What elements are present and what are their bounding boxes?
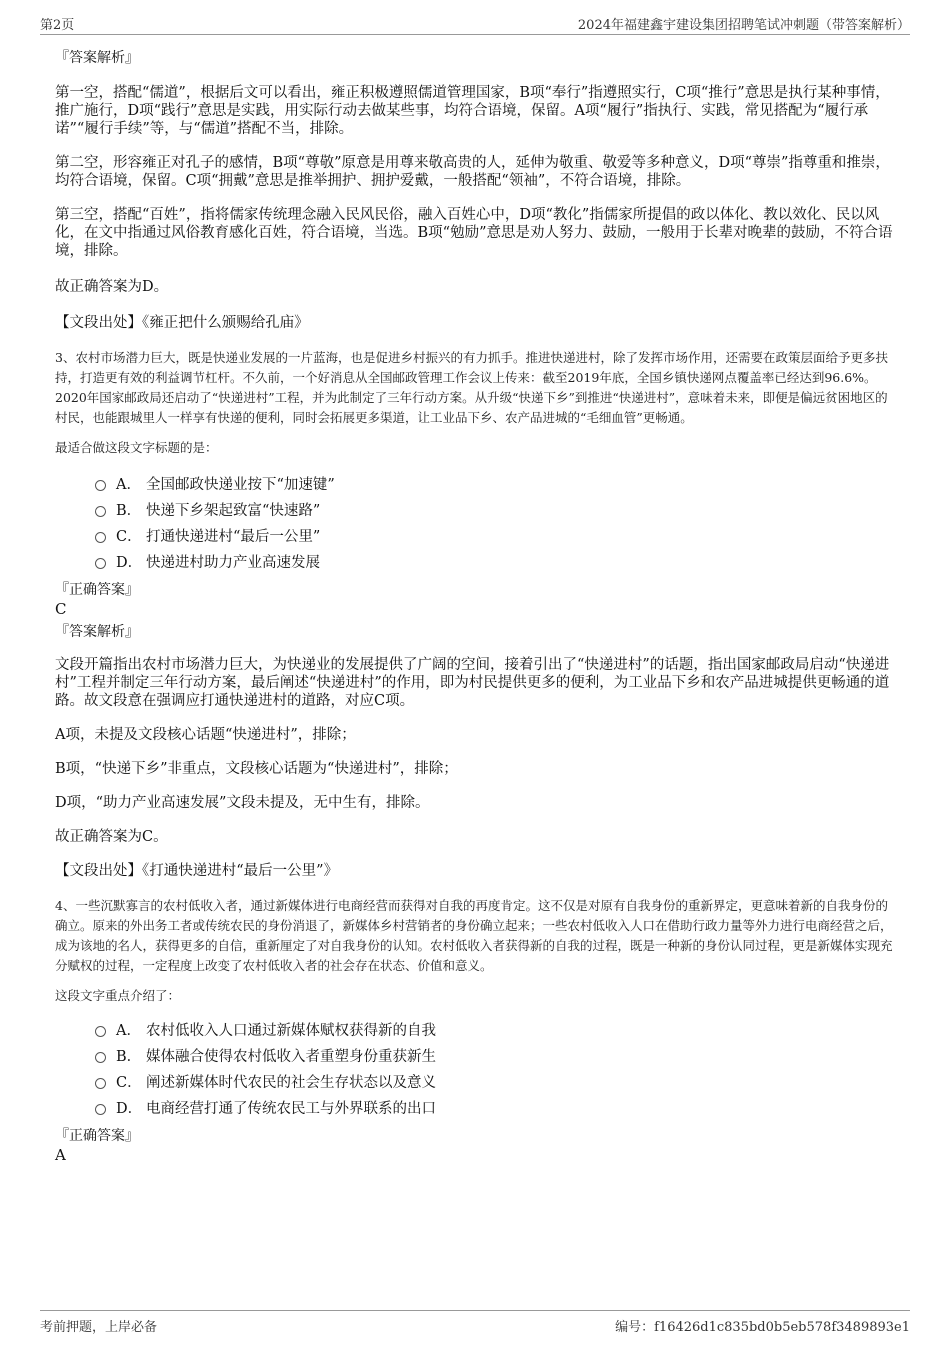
q2-analysis-label: 『答案解析』 xyxy=(55,50,139,66)
q3-answer-label: 『正确答案』 xyxy=(55,582,139,598)
q2-source: 【文段出处】《雍正把什么颁赐给孔庙》 xyxy=(55,315,309,331)
option-text: 快递进村助力产业高速发展 xyxy=(146,555,320,571)
q4-stem: 4、一些沉默寡言的农村低收入者，通过新媒体进行电商经营而获得对自我的再度肯定。这不仅是对原有自我身份的重新界定，更意味着新的自我身份的确立。原来的外出务工者或传统农民的身份消退了，新媒体乡村营销者的身份确立起来；一些农村低收入人口在借助行政力量等外力进行电商经营之后，成为该地的名人，获得更多的自信，重新厘定了对自我身份的认知。农村低收入者获得新的自我的过程，既是一种新的身份认同过程，更是新媒体实现充分赋权的过程，一定程度上改变了农村低收入者的社会存在状态、价值和意义。 xyxy=(55,898,893,973)
radio-icon[interactable] xyxy=(95,558,106,569)
page-footer xyxy=(40,1310,910,1335)
q3-option-c[interactable] xyxy=(95,524,897,550)
q2-analysis-p2: 第二空，形容雍正对孔子的感情，B项“尊敬”原意是用尊来敬高贵的人，延伸为敬重、敬爱等多种意义，D项“尊崇”指尊重和推崇，均符合语境，保留。C项“拥戴”意思是推举拥护、拥护爱戴，一般搭配“领袖”，不符合语境，排除。 xyxy=(55,155,890,189)
option-letter: B． xyxy=(116,1049,142,1065)
radio-icon[interactable] xyxy=(95,480,106,491)
option-text: 打通快递进村“最后一公里” xyxy=(146,529,321,545)
q3-source: 【文段出处】《打通快递进村“最后一公里”》 xyxy=(55,863,339,879)
option-text: 阐述新媒体时代农民的社会生存状态以及意义 xyxy=(146,1075,436,1091)
q2-analysis-p3: 第三空，搭配“百姓”，指将儒家传统理念融入民风民俗，融入百姓心中，D项“教化”指儒家所提倡的政以体化、教以效化、民以风化，在文中指通过风俗教育感化百姓，符合语境，当选。B项“勉励”意思是劝人努力、鼓励，一般用于长辈对晚辈的鼓励，不符合语境，排除。 xyxy=(55,207,893,259)
option-letter: D． xyxy=(116,1101,143,1117)
q2-analysis-p1: 第一空，搭配“儒道”，根据后文可以看出，雍正积极遵照儒道管理国家，B项“奉行”指遵照实行，C项“推行”意思是执行某种事情，推广施行，D项“践行”意思是实践，用实际行动去做某些事，均符合语境，保留。A项“履行”指执行、实践，常见搭配为“履行承诺”“履行手续”等，与“儒道”搭配不当，排除。 xyxy=(55,85,890,137)
q3-b-note: B项，“快递下乡”非重点，文段核心话题为“快递进村”，排除； xyxy=(55,761,458,777)
q3-prompt: 最适合做这段文字标题的是： xyxy=(55,440,218,455)
radio-icon[interactable] xyxy=(95,1052,106,1063)
option-text: 农村低收入人口通过新媒体赋权获得新的自我 xyxy=(146,1023,436,1039)
radio-icon[interactable] xyxy=(95,1026,106,1037)
radio-icon[interactable] xyxy=(95,1104,106,1115)
q4-prompt: 这段文字重点介绍了： xyxy=(55,988,181,1003)
option-text: 媒体融合使得农村低收入者重塑身份重获新生 xyxy=(146,1049,436,1065)
radio-icon[interactable] xyxy=(95,532,106,543)
document-title: 2024年福建鑫宇建设集团招聘笔试冲刺题（带答案解析） xyxy=(577,18,910,33)
q3-a-note: A项，未提及文段核心话题“快递进村”，排除； xyxy=(55,727,356,743)
q4-option-d[interactable] xyxy=(95,1096,897,1122)
page-header xyxy=(40,12,910,35)
q3-analysis: 文段开篇指出农村市场潜力巨大，为快递业的发展提供了广阔的空间，接着引出了“快递进村”的话题，指出国家邮政局启动“快递进村”工程并制定三年行动方案，最后阐述“快递进村”的作用，即为村民提供更多的便利，为工业品下乡和农产品进城提供更畅通的道路。故文段意在强调应打通快递进村的道路，对应C项。 xyxy=(55,657,890,709)
q3-option-d[interactable] xyxy=(95,550,897,576)
q2-conclusion: 故正确答案为D。 xyxy=(55,279,169,295)
option-text: 电商经营打通了传统农民工与外界联系的出口 xyxy=(146,1101,436,1117)
option-letter: C． xyxy=(116,1075,142,1091)
q3-option-a[interactable] xyxy=(95,472,897,498)
q3-stem: 3、农村市场潜力巨大，既是快递业发展的一片蓝海，也是促进乡村振兴的有力抓手。推进快递进村，除了发挥市场作用，还需要在政策层面给予更多扶持，打造更有效的利益调节杠杆。不久前，一个好消息从全国邮政管理工作会议上传来：截至2019年底，全国乡镇快递网点覆盖率已经达到96.6%。2020年国家邮政局还启动了“快递进村”工程，并为此制定了三年行动方案。从升级“快递下乡”到推进“快递进村”，意味着未来，即便是偏远贫困地区的村民，也能跟城里人一样享有快递的便利，同时会拓展更多渠道，让工业品下乡、农产品进城的“毛细血管”更畅通。 xyxy=(55,350,888,425)
footer-slogan: 考前押题，上岸必备 xyxy=(40,1320,158,1335)
option-text: 全国邮政快递业按下“加速键” xyxy=(146,477,335,493)
radio-icon[interactable] xyxy=(95,506,106,517)
option-letter: A． xyxy=(116,1023,141,1039)
q3-answer: C xyxy=(55,600,67,618)
page-content xyxy=(55,44,897,1164)
footer-serial: 编号：f16426d1c835bd0b5eb578f3489893e1 xyxy=(615,1320,910,1335)
option-letter: A． xyxy=(116,477,141,493)
q4-options xyxy=(55,1018,897,1122)
q4-answer: A xyxy=(55,1146,66,1164)
option-letter: C． xyxy=(116,529,142,545)
q3-options xyxy=(55,472,897,576)
option-letter: B． xyxy=(116,503,142,519)
q3-d-note: D项，“助力产业高速发展”文段未提及，无中生有，排除。 xyxy=(55,795,430,811)
q3-conclusion: 故正确答案为C。 xyxy=(55,829,168,845)
page-number: 第2页 xyxy=(40,18,75,33)
option-letter: D． xyxy=(116,555,143,571)
radio-icon[interactable] xyxy=(95,1078,106,1089)
q3-analysis-label: 『答案解析』 xyxy=(55,624,139,640)
q4-option-a[interactable] xyxy=(95,1018,897,1044)
q4-option-c[interactable] xyxy=(95,1070,897,1096)
q4-answer-label: 『正确答案』 xyxy=(55,1128,139,1144)
q4-option-b[interactable] xyxy=(95,1044,897,1070)
q3-option-b[interactable] xyxy=(95,498,897,524)
option-text: 快递下乡架起致富“快速路” xyxy=(146,503,321,519)
